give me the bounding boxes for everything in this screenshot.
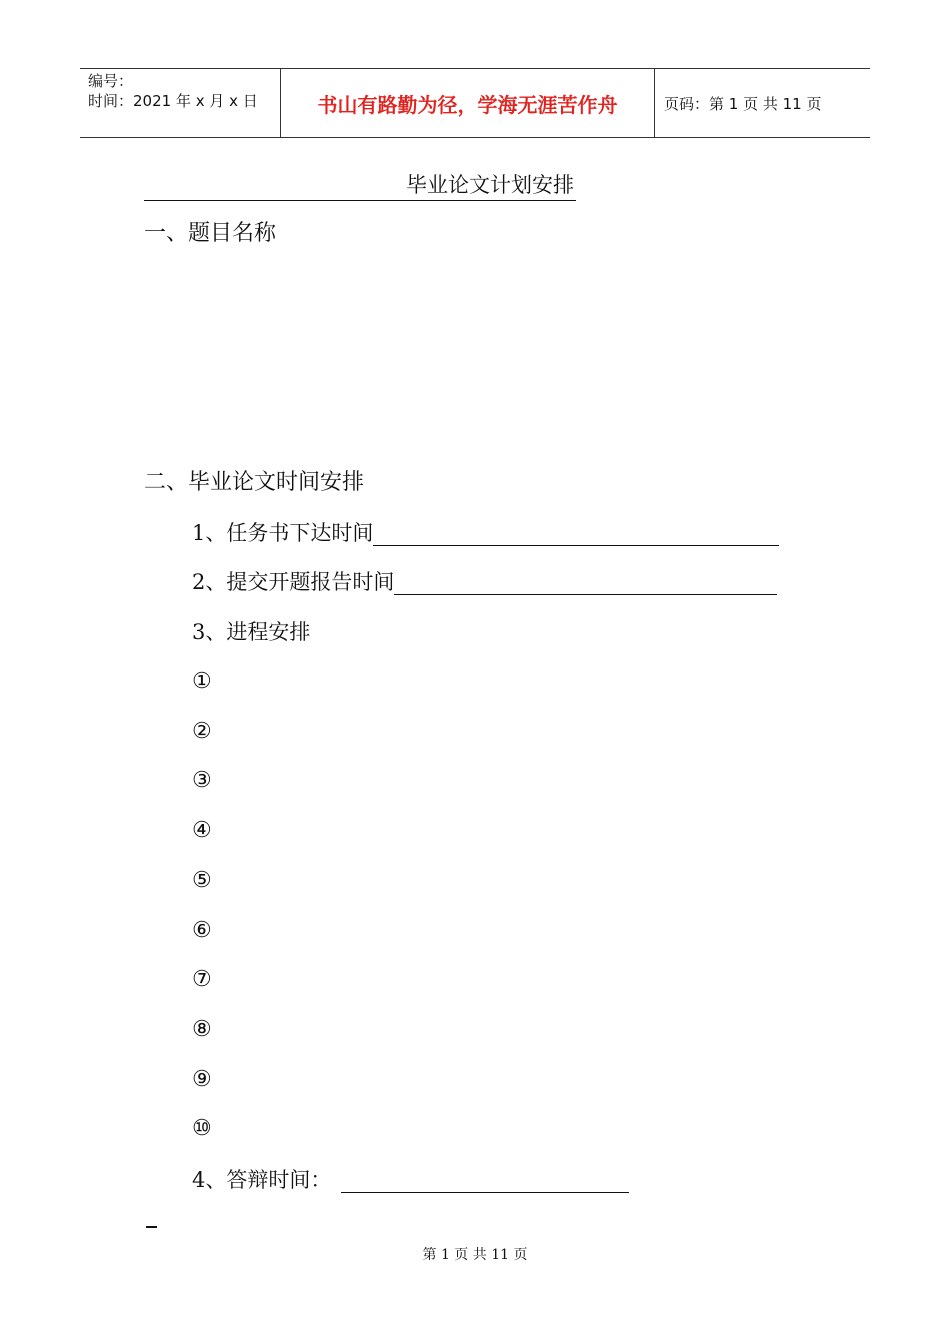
header-page-info: 页码：第 1 页 共 11 页 — [664, 94, 822, 113]
page-footer: 第 1 页 共 11 页 — [422, 1247, 528, 1263]
document-title — [144, 170, 576, 201]
step-marker: ⑩ — [192, 1116, 212, 1141]
header-meta — [88, 71, 278, 111]
assignment-time-blank[interactable] — [373, 523, 779, 546]
defense-time-row — [192, 1165, 629, 1195]
section-heading-schedule: 二、毕业论文时间安排 — [144, 470, 365, 495]
step-marker: ③ — [192, 768, 212, 793]
step-marker: ① — [192, 669, 212, 694]
step-marker: ② — [192, 719, 212, 744]
assignment-time-label: 1、任务书下达时间 — [192, 521, 374, 545]
number-label: 编号： — [88, 72, 134, 90]
header-divider — [654, 69, 655, 137]
proposal-time-label: 2、提交开题报告时间 — [192, 570, 395, 594]
step-marker: ⑤ — [192, 868, 212, 893]
proposal-time-row — [192, 567, 777, 597]
step-marker: ⑥ — [192, 918, 212, 943]
step-marker: ④ — [192, 818, 212, 843]
progress-label: 3、进程安排 — [192, 620, 311, 644]
proposal-time-blank[interactable] — [394, 572, 777, 595]
assignment-time-row — [192, 518, 779, 548]
defense-time-blank[interactable] — [341, 1170, 629, 1193]
document-title-text: 毕业论文计划安排 — [406, 173, 574, 197]
step-marker: ⑧ — [192, 1017, 212, 1042]
page-header — [80, 68, 870, 138]
step-marker: ⑨ — [192, 1067, 212, 1092]
date-label: 时间：2021 年 x 月 x 日 — [88, 92, 258, 110]
header-motto: 书山有路勤为径，学海无涯苦作舟 — [317, 92, 618, 117]
section-heading-topic: 一、题目名称 — [144, 221, 277, 246]
footnote-dash — [146, 1226, 157, 1228]
defense-time-label: 4、答辩时间： — [192, 1168, 332, 1192]
step-marker: ⑦ — [192, 967, 212, 992]
